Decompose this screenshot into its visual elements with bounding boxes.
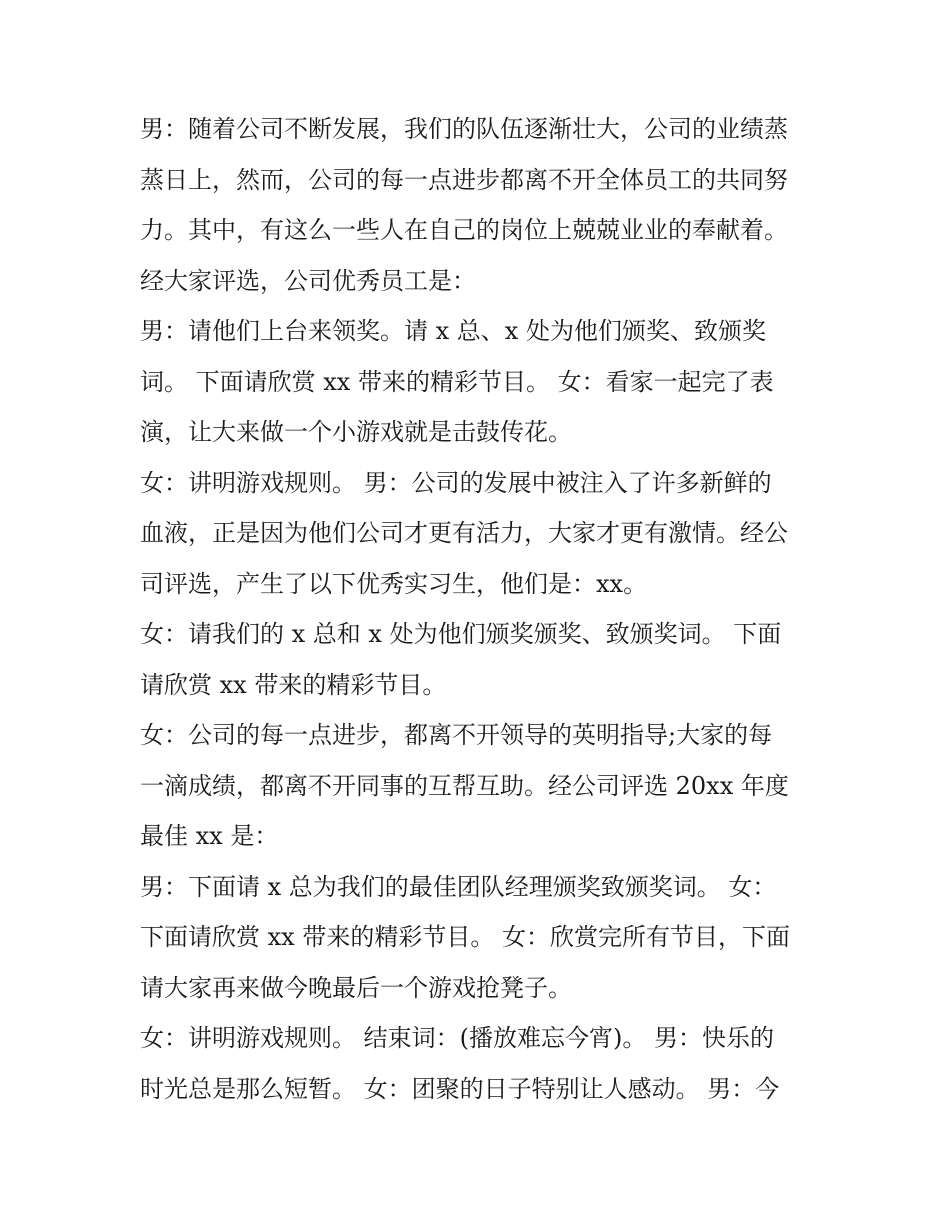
text-line: 一滴成绩，都离不开同事的互帮互助。经公司评选 20xx 年度 bbox=[140, 771, 789, 800]
paragraph-2 bbox=[140, 306, 820, 458]
text-line: 请欣赏 xx 带来的精彩节目。 bbox=[140, 670, 447, 699]
document-body bbox=[140, 104, 820, 1114]
text-line: 力。其中，有这么一些人在自己的岗位上兢兢业业的奉献着。 bbox=[140, 216, 788, 244]
paragraph-3 bbox=[140, 458, 820, 610]
text-line: 经大家评选，公司优秀员工是： bbox=[140, 266, 476, 295]
text-line: 蒸日上，然而，公司的每一点进步都离不开全体员工的共同努 bbox=[140, 165, 788, 194]
text-line: 女：公司的每一点进步，都离不开领导的英明指导;大家的每 bbox=[140, 721, 773, 749]
text-line: 女：请我们的 x 总和 x 处为他们颁奖颁奖、致颁奖词。 下面 bbox=[140, 620, 782, 648]
paragraph-4 bbox=[140, 609, 820, 710]
paragraph-1 bbox=[140, 104, 820, 306]
text-line: 演，让大来做一个小游戏就是击鼓传花。 bbox=[140, 418, 572, 446]
text-line: 司评选，产生了以下优秀实习生，他们是：xx。 bbox=[140, 569, 648, 598]
text-line: 女：讲明游戏规则。 结束词：(播放难忘今宵)。 男：快乐的 bbox=[140, 1024, 774, 1052]
text-line: 女：讲明游戏规则。 男：公司的发展中被注入了许多新鲜的 bbox=[140, 468, 772, 497]
text-line: 时光总是那么短暂。 女：团聚的日子特别让人感动。 男：今 bbox=[140, 1074, 780, 1103]
text-line: 男：请他们上台来领奖。请 x 总、x 处为他们颁奖、致颁奖 bbox=[140, 317, 766, 345]
text-line: 血液，正是因为他们公司才更有活力，大家才更有激情。经公 bbox=[140, 519, 788, 547]
paragraph-5 bbox=[140, 710, 820, 862]
text-line: 男：随着公司不断发展，我们的队伍逐渐壮大，公司的业绩蒸 bbox=[140, 115, 788, 143]
text-line: 下面请欣赏 xx 带来的精彩节目。 女：欣赏完所有节目，下面 bbox=[140, 923, 790, 951]
text-line: 最佳 xx 是： bbox=[140, 822, 279, 850]
text-line: 男：下面请 x 总为我们的最佳团队经理颁奖致颁奖词。 女： bbox=[140, 872, 777, 901]
text-line: 词。 下面请欣赏 xx 带来的精彩节目。 女：看家一起完了表 bbox=[140, 367, 774, 396]
paragraph-6 bbox=[140, 862, 820, 1014]
paragraph-7 bbox=[140, 1013, 820, 1114]
text-line: 请大家再来做今晚最后一个游戏抢凳子。 bbox=[140, 973, 572, 1002]
